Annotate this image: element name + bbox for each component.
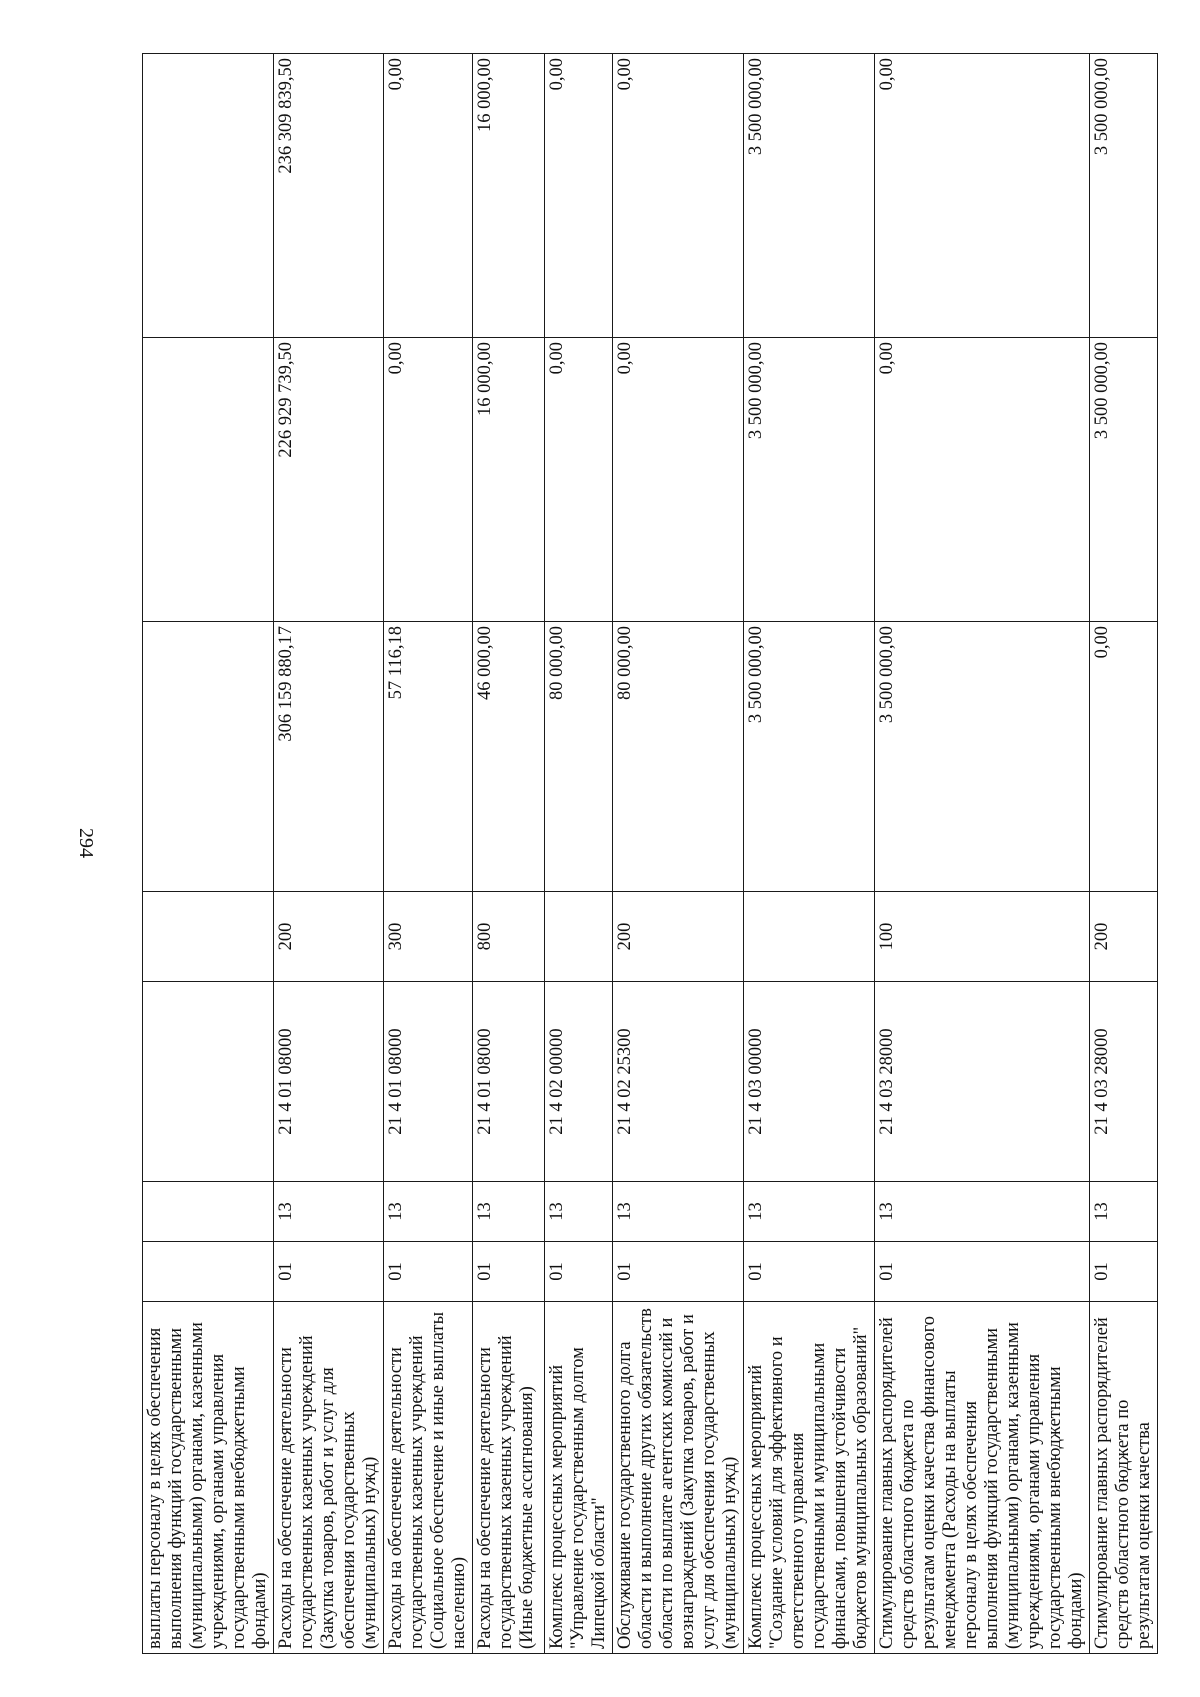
amount-year-3: 16 000,00	[473, 54, 545, 338]
amount-year-3: 0,00	[875, 54, 1090, 338]
target-article-code: 21 4 01 08000	[473, 982, 545, 1182]
section-code	[143, 1242, 274, 1302]
table-row	[143, 54, 274, 1654]
subsection-code: 13	[875, 1182, 1090, 1242]
target-article-code: 21 4 02 25300	[613, 982, 744, 1182]
row-name: Комплекс процессных мероприятий "Создание условий для эффективного и ответственного управления государственными и муниципальными финансами, повышения устойчивости бюджетов муниципальных образований"	[744, 1302, 875, 1654]
amount-year-1	[143, 622, 274, 892]
amount-year-2: 0,00	[875, 338, 1090, 622]
amount-year-3: 3 500 000,00	[1090, 54, 1158, 338]
table-row	[613, 54, 744, 1654]
amount-year-1: 3 500 000,00	[875, 622, 1090, 892]
amount-year-1: 3 500 000,00	[744, 622, 875, 892]
table-row	[473, 54, 545, 1654]
subsection-code: 13	[1090, 1182, 1158, 1242]
section-code: 01	[613, 1242, 744, 1302]
amount-year-3: 236 309 839,50	[274, 54, 384, 338]
amount-year-2: 226 929 739,50	[274, 338, 384, 622]
target-article-code: 21 4 01 08000	[274, 982, 384, 1182]
table-row	[1090, 54, 1158, 1654]
subsection-code: 13	[384, 1182, 473, 1242]
amount-year-3: 0,00	[613, 54, 744, 338]
amount-year-2: 3 500 000,00	[1090, 338, 1158, 622]
subsection-code: 13	[473, 1182, 545, 1242]
target-article-code	[143, 982, 274, 1182]
section-code: 01	[875, 1242, 1090, 1302]
table-row	[744, 54, 875, 1654]
amount-year-3: 3 500 000,00	[744, 54, 875, 338]
expense-type-code	[545, 892, 613, 982]
expense-type-code	[744, 892, 875, 982]
amount-year-1: 0,00	[1090, 622, 1158, 892]
amount-year-2	[143, 338, 274, 622]
table-row	[545, 54, 613, 1654]
expense-type-code	[143, 892, 274, 982]
row-name: Расходы на обеспечение деятельности государственных казенных учреждений (Иные бюджетные ассигнования)	[473, 1302, 545, 1654]
expense-type-code: 300	[384, 892, 473, 982]
section-code: 01	[1090, 1242, 1158, 1302]
table-row	[274, 54, 384, 1654]
expense-type-code: 200	[1090, 892, 1158, 982]
row-name: Обслуживание государственного долга области и выполнение других обязательств области по выплате агентских комиссий и вознаграждений (Закупка товаров, работ и услуг для обеспечения государственных (муниципальных) нужд)	[613, 1302, 744, 1654]
section-code: 01	[384, 1242, 473, 1302]
expense-type-code: 200	[274, 892, 384, 982]
target-article-code: 21 4 03 28000	[875, 982, 1090, 1182]
rotated-table-wrapper	[142, 54, 1154, 1654]
subsection-code	[143, 1182, 274, 1242]
row-name: выплаты персоналу в целях обеспечения выполнения функций государственными (муниципальными) органами, казенными учреждениями, органами управления государственными внебюджетными фондами)	[143, 1302, 274, 1654]
amount-year-2: 0,00	[384, 338, 473, 622]
row-name: Расходы на обеспечение деятельности государственных казенных учреждений (Закупка товаров, работ и услуг для обеспечения государственных (муниципальных) нужд)	[274, 1302, 384, 1654]
amount-year-3	[143, 54, 274, 338]
page-number: 294	[75, 828, 97, 858]
target-article-code: 21 4 02 00000	[545, 982, 613, 1182]
section-code: 01	[473, 1242, 545, 1302]
budget-table	[142, 53, 1158, 1654]
target-article-code: 21 4 03 00000	[744, 982, 875, 1182]
target-article-code: 21 4 01 08000	[384, 982, 473, 1182]
amount-year-1: 57 116,18	[384, 622, 473, 892]
subsection-code: 13	[744, 1182, 875, 1242]
table-row	[384, 54, 473, 1654]
subsection-code: 13	[613, 1182, 744, 1242]
table-row	[875, 54, 1090, 1654]
section-code: 01	[274, 1242, 384, 1302]
amount-year-3: 0,00	[384, 54, 473, 338]
section-code: 01	[744, 1242, 875, 1302]
target-article-code: 21 4 03 28000	[1090, 982, 1158, 1182]
amount-year-1: 80 000,00	[613, 622, 744, 892]
expense-type-code: 100	[875, 892, 1090, 982]
amount-year-1: 306 159 880,17	[274, 622, 384, 892]
section-code: 01	[545, 1242, 613, 1302]
row-name: Расходы на обеспечение деятельности государственных казенных учреждений (Социальное обеспечение и иные выплаты населению)	[384, 1302, 473, 1654]
amount-year-3: 0,00	[545, 54, 613, 338]
row-name: Стимулирование главных распорядителей средств областного бюджета по результатам оценки качества финансового менеджмента (Расходы на выплаты персоналу в целях обеспечения выполнения функций государственными (муниципальными) органами, казенными учреждениями, органами управления государственными внебюджетными фондами)	[875, 1302, 1090, 1654]
amount-year-2: 16 000,00	[473, 338, 545, 622]
amount-year-2: 0,00	[613, 338, 744, 622]
subsection-code: 13	[545, 1182, 613, 1242]
amount-year-1: 46 000,00	[473, 622, 545, 892]
expense-type-code: 200	[613, 892, 744, 982]
amount-year-2: 3 500 000,00	[744, 338, 875, 622]
subsection-code: 13	[274, 1182, 384, 1242]
row-name: Комплекс процессных мероприятий "Управление государственным долгом Липецкой области"	[545, 1302, 613, 1654]
expense-type-code: 800	[473, 892, 545, 982]
row-name: Стимулирование главных распорядителей средств областного бюджета по результатам оценки качества	[1090, 1302, 1158, 1654]
amount-year-2: 0,00	[545, 338, 613, 622]
amount-year-1: 80 000,00	[545, 622, 613, 892]
